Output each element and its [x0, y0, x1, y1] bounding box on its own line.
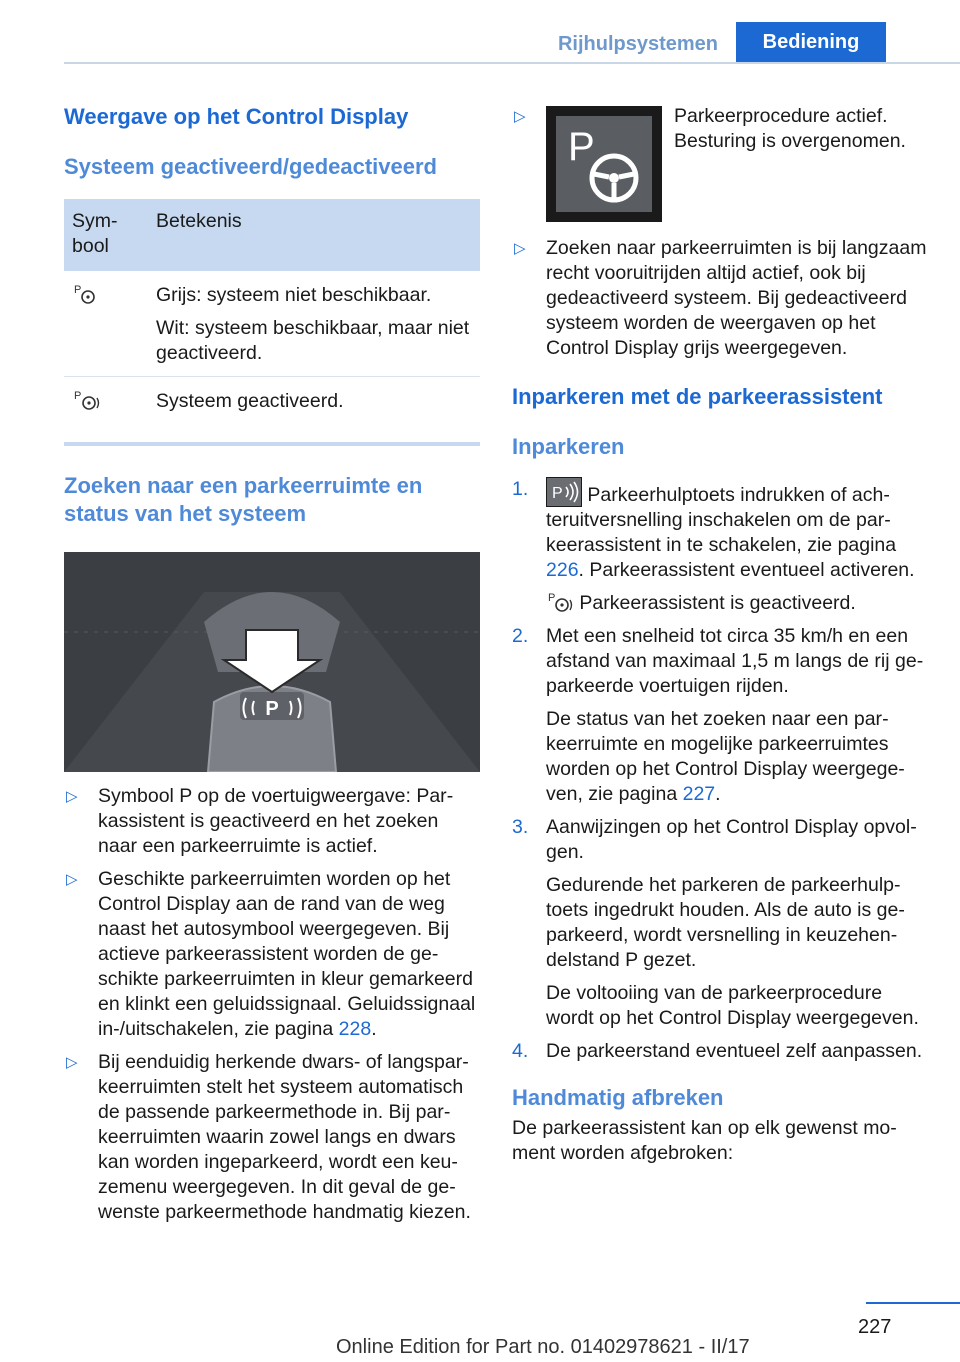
cancel-paragraph: De parkeerassistent kan op elk gewenst moment worden afgebroken: — [512, 1117, 897, 1164]
bullet-triangle-icon: ▷ — [66, 788, 78, 805]
svg-text:P: P — [548, 592, 556, 604]
bullet-triangle-icon: ▷ — [66, 1054, 78, 1071]
bullet-triangle-icon: ▷ — [514, 240, 526, 257]
list-item: 4. De parkeerstand eventueel zelf aanpassen. — [512, 1040, 923, 1062]
svg-text:P: P — [74, 390, 82, 402]
park-assistant-heading: Inparkeren met de parkeerassistent — [512, 384, 883, 409]
row-text-gray: Grijs: systeem niet beschikbaar. — [156, 284, 432, 306]
svg-text:P: P — [74, 284, 82, 296]
symbol-table — [64, 199, 480, 428]
park-assist-gray-icon — [64, 271, 148, 377]
table-row — [64, 271, 480, 377]
list-item — [512, 104, 928, 224]
header-rule — [64, 62, 960, 64]
page-link-227[interactable]: 227 — [682, 783, 716, 805]
vehicle-p-symbol: P — [265, 698, 279, 720]
park-assist-active-icon — [546, 591, 574, 613]
step-number: 4. — [512, 1040, 529, 1062]
display-heading: Weergave op het Control Display — [64, 104, 409, 129]
row-meaning — [148, 271, 480, 377]
list-item: ▷ Symbool P op de voertuigweergave: Parkassistent is geactiveerd en het zoeken naar een parkeerruimte is actief. — [66, 785, 454, 857]
list-item: ▷ Geschikte parkeerruimten worden op het Control Display aan de rand van de weg naast het autosymbool weergegeven. Bij actieve parkeerassistent worden de geschikte parkeerruimten in kleur gemarkeerd en klinkt een geluidssignaal. Geluidssignaal in-/uitschakelen, zie pagina 228. — [66, 868, 476, 1040]
svg-text:P: P — [552, 485, 563, 502]
edition-note: Online Edition for Part no. 01402978621 - II/17 — [336, 1336, 750, 1358]
table-header-symbol: Sym- bool — [64, 199, 148, 271]
table-row — [64, 377, 480, 429]
left-column — [64, 103, 480, 1225]
list-item: ▷ Bij eenduidig herkende dwars- of langsparkeerruimten stelt het systeem automatisch de passende parkeermethode in. Bij parkeerruimten waarin zowel langs en dwars kan worden ingeparkeerd, wordt een keuzemenu weergegeven. In dit geval de gewenste parkeermethode handmatig kiezen. — [66, 1051, 471, 1223]
list-item: 3. Aanwijzingen op het Control Display opvolgen. Gedurende het parkeren de parkeerhulptoets ingedrukt houden. Als de auto is geparkeerd, wordt versnelling in keuzehendelstand P gezet. De voltooiing van de parkeerprocedure wordt op het Control Display weergegeven. — [512, 816, 919, 1029]
park-assist-active-icon — [64, 377, 148, 429]
row-meaning: Systeem geactiveerd. — [156, 390, 344, 412]
table-header-meaning: Betekenis — [148, 199, 480, 271]
header-section-tab: Rijhulpsystemen — [557, 32, 719, 55]
svg-text:P: P — [568, 125, 595, 169]
list-item: 2. Met een snelheid tot circa 35 km/h en een afstand van maximaal 1,5 m langs de rij geparkeerde voertuigen rijden. De status van het zoeken naar een parkeerruimte en mogelijke parkeerruimtes worden op het Control Display weergegeven, zie pagina 227. — [512, 625, 924, 805]
parking-button-icon — [546, 477, 582, 507]
page-link-226[interactable]: 226 — [546, 559, 579, 581]
table-end-rule — [64, 442, 480, 446]
bullet-triangle-icon: ▷ — [514, 108, 526, 125]
list-item: ▷ Zoeken naar parkeerruimten is bij langzaam recht vooruitrijden altijd actief, ook bij gedeactiveerd systeem. Bij gedeactiveerd systeem worden de weergaven op het Control Display grijs weergegeven. — [514, 237, 927, 359]
parking-active-text: Parkeerprocedure actief. Besturing is overgenomen. — [674, 105, 906, 152]
footer-rule — [866, 1302, 960, 1304]
step-number: 3. — [512, 816, 529, 838]
cancel-heading: Handmatig afbreken — [512, 1085, 724, 1110]
search-heading: Zoeken naar een parkeerruimte en status van het systeem — [64, 473, 423, 526]
list-item: 1. P Parkeerhulptoets indrukken of achteruitversnelling inschakelen om de parkeerassistent in te schakelen, zie pagina 226. Parkeerassistent eventueel activeren. P Parkeerassistent is geactiveerd. — [512, 477, 928, 616]
inparkeren-subheading: Inparkeren — [512, 434, 625, 459]
page-number: 227 — [858, 1316, 892, 1338]
system-subheading: Systeem geactiveerd/gedeactiveerd — [64, 154, 437, 179]
page-link-228[interactable]: 228 — [338, 1018, 372, 1040]
vehicle-display-image — [64, 552, 480, 772]
row-text-white: Wit: systeem beschikbaar, maar niet geactiveerd. — [156, 317, 470, 364]
parking-steering-icon — [546, 106, 662, 222]
right-column — [512, 104, 928, 1166]
header-chapter-tab: Bediening — [736, 22, 886, 62]
step-number: 2. — [512, 625, 529, 647]
bullet-triangle-icon: ▷ — [66, 871, 78, 888]
step-number: 1. — [512, 478, 529, 500]
step-note: P Parkeerassistent is geactiveerd. — [548, 592, 856, 614]
